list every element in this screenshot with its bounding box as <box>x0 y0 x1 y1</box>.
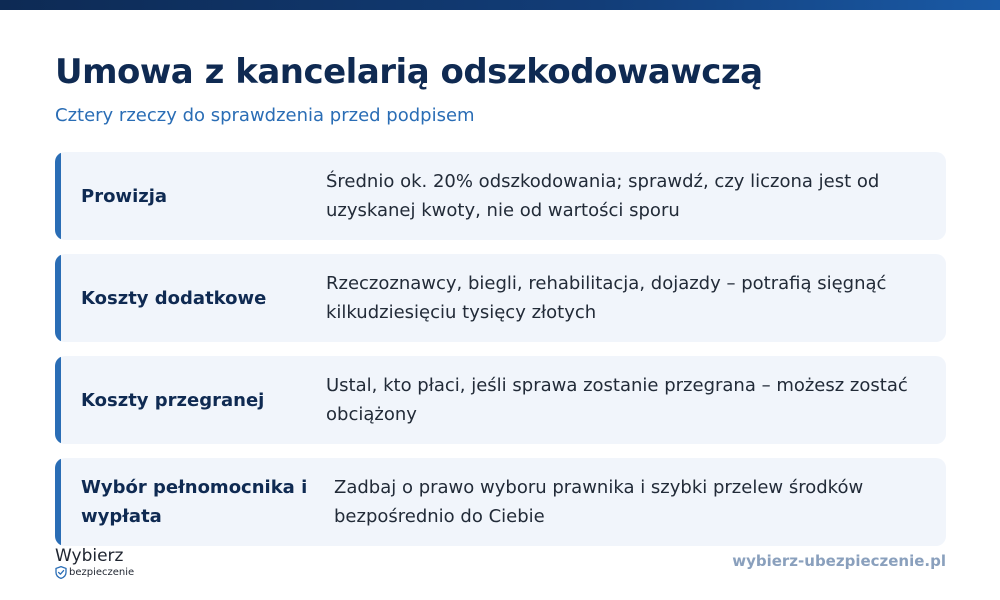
row-accent-bar <box>55 356 61 444</box>
page-title: Umowa z kancelarią odszkodowawczą <box>55 52 763 92</box>
checklist-row-losing-costs <box>55 356 946 444</box>
checklist-row-commission <box>55 152 946 240</box>
top-accent-bar <box>0 0 1000 10</box>
logo-text-secondary: bezpieczenie <box>69 566 135 578</box>
logo-text-primary: Wybierz <box>55 546 124 566</box>
row-label: Wybór pełnomocnika i wypłata <box>81 477 308 527</box>
row-accent-bar <box>55 254 61 342</box>
row-label: Koszty przegranej <box>81 389 265 411</box>
shield-check-icon <box>55 566 67 579</box>
checklist <box>55 152 946 560</box>
site-url: wybierz-ubezpieczenie.pl <box>732 552 946 570</box>
row-description: Zadbaj o prawo wyboru prawnika i szybki przelew środków bezpośrednio do Ciebie <box>334 477 864 527</box>
page-subtitle: Cztery rzeczy do sprawdzenia przed podpisem <box>55 105 475 126</box>
row-description: Ustal, kto płaci, jeśli sprawa zostanie przegrana – możesz zostać obciążony <box>326 375 908 425</box>
brand-logo <box>55 546 134 579</box>
row-label: Prowizja <box>81 185 168 207</box>
row-label: Koszty dodatkowe <box>81 287 267 309</box>
row-accent-bar <box>55 458 61 546</box>
row-description: Średnio ok. 20% odszkodowania; sprawdź, czy liczona jest od uzyskanej kwoty, nie od wartości sporu <box>326 171 880 221</box>
checklist-row-attorney-payout <box>55 458 946 546</box>
checklist-row-additional-costs <box>55 254 946 342</box>
row-accent-bar <box>55 152 61 240</box>
row-description: Rzeczoznawcy, biegli, rehabilitacja, dojazdy – potrafią sięgnąć kilkudziesięciu tysięcy złotych <box>326 273 887 323</box>
